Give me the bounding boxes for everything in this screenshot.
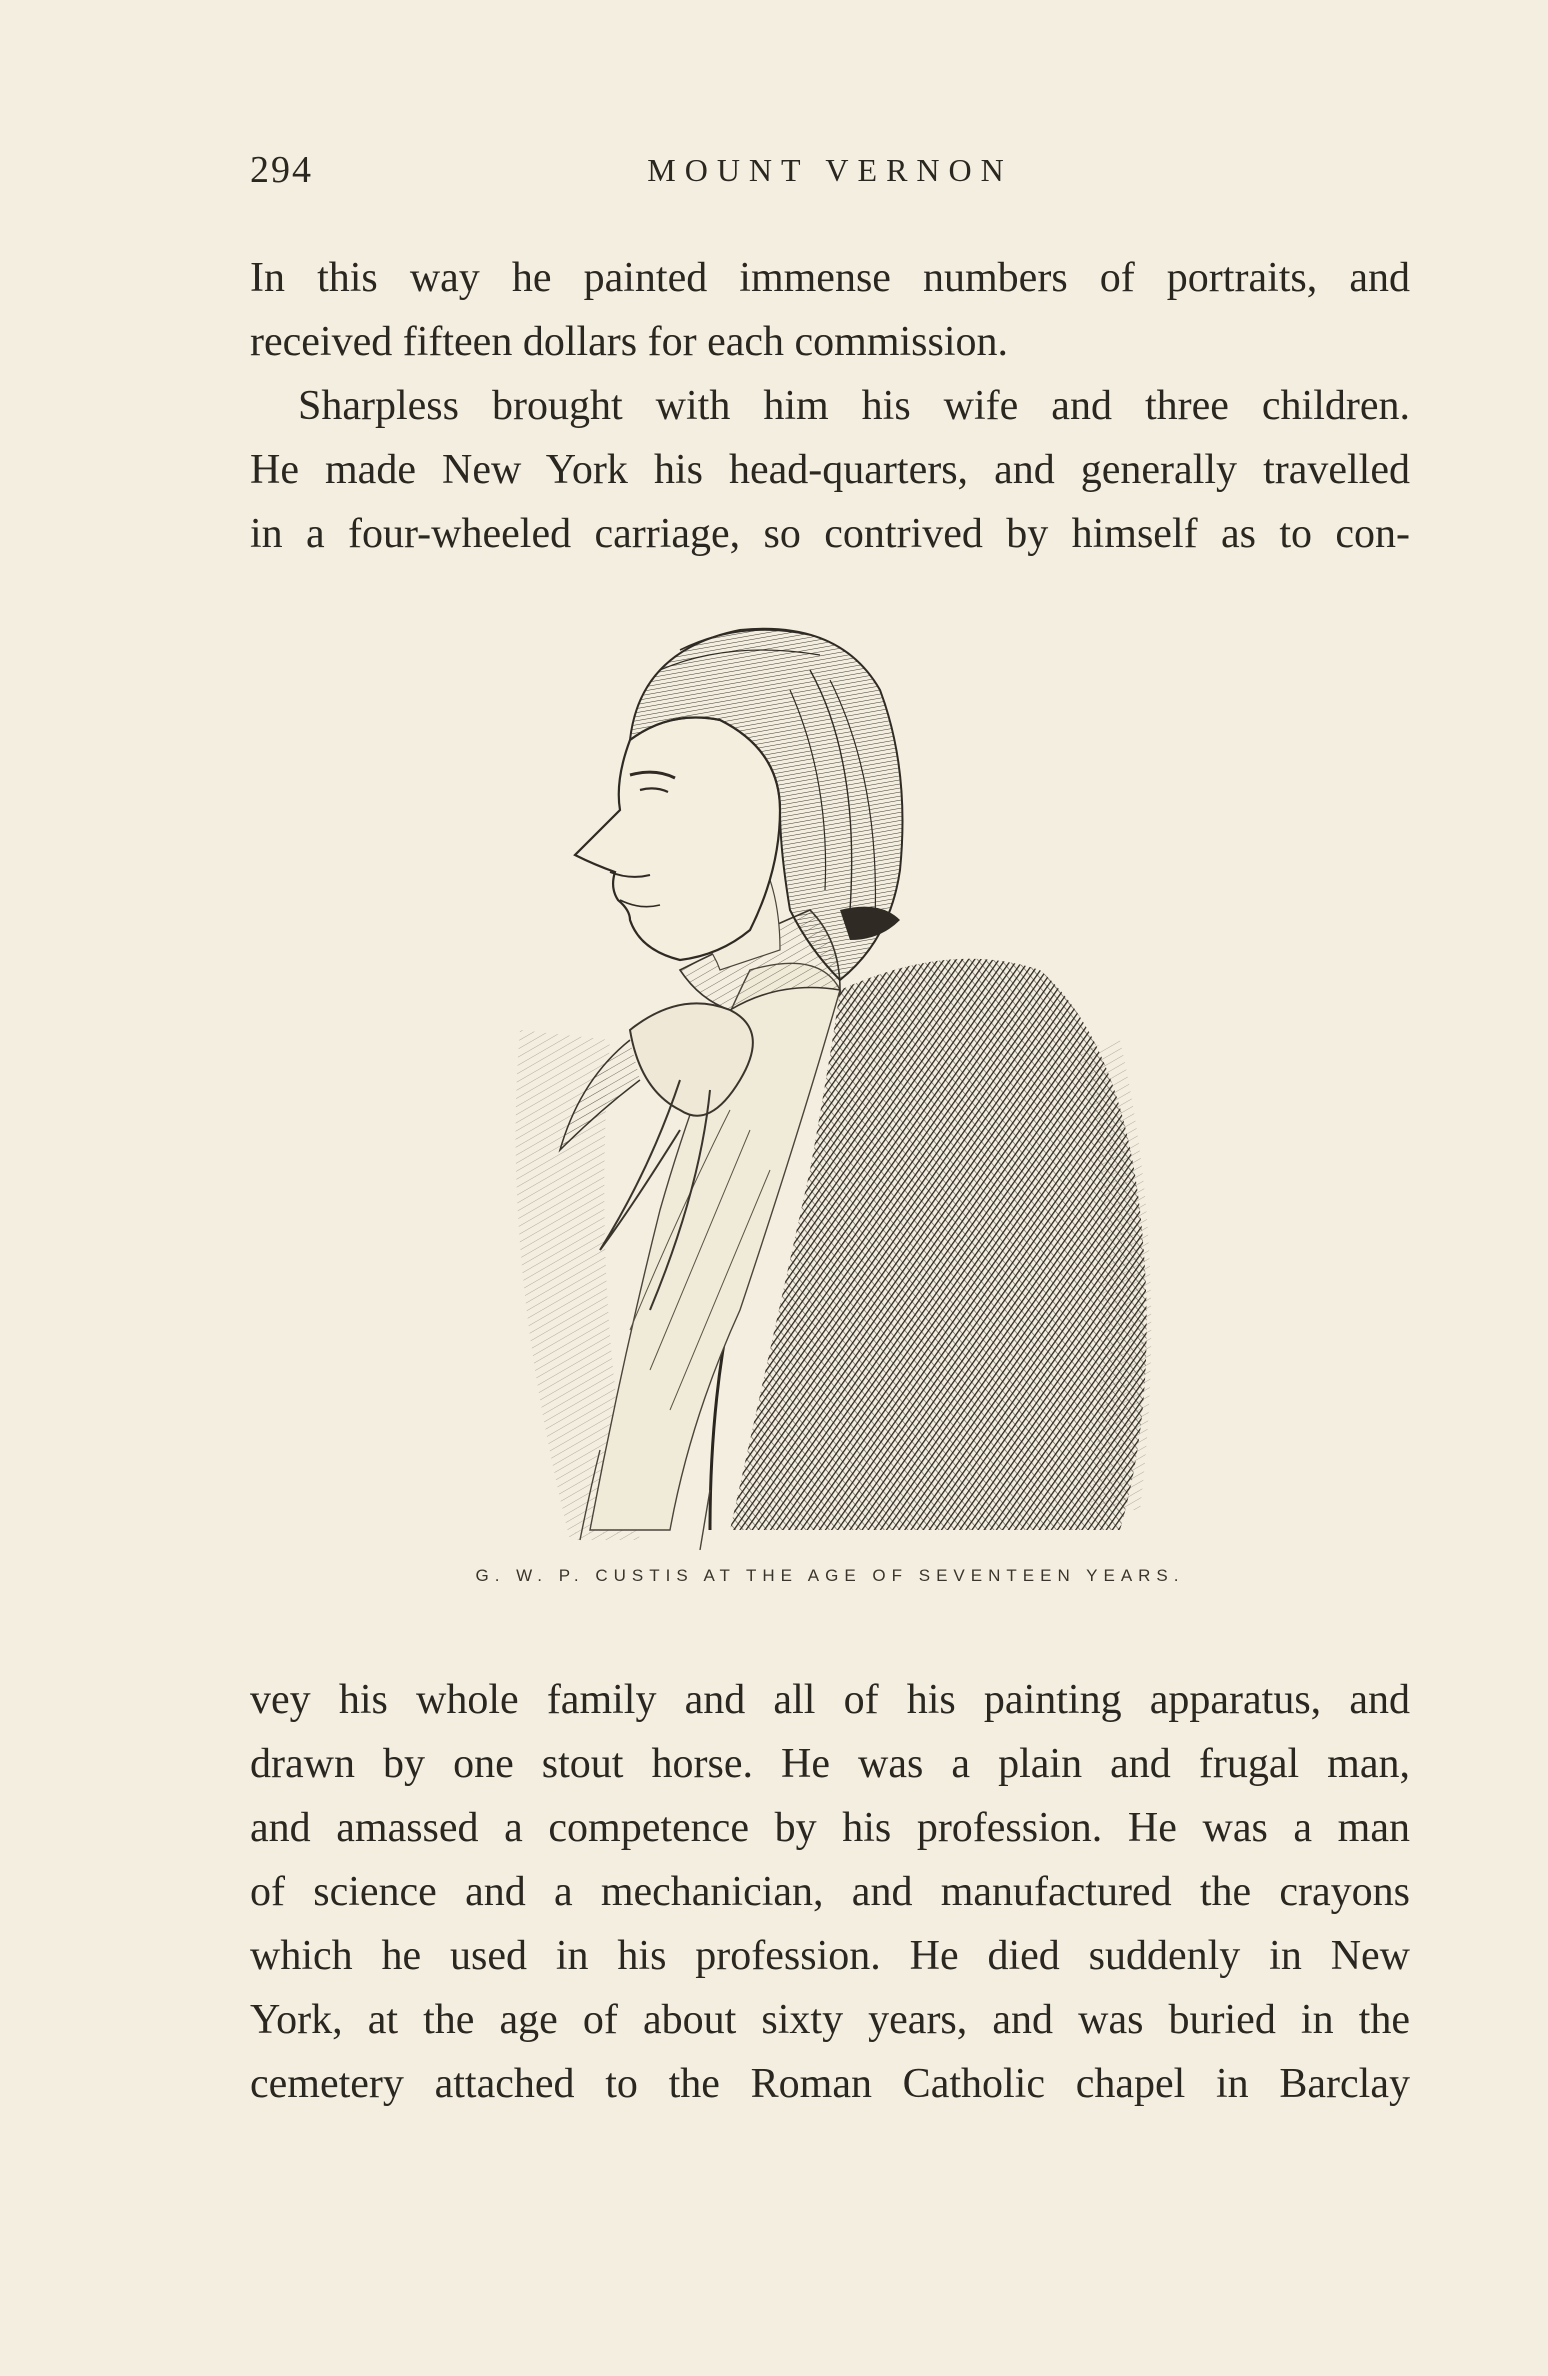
text-line: which he used in his profession. He died suddenly in New — [250, 1933, 1410, 1979]
text-line: In this way he painted immense numbers of portraits, and — [250, 255, 1410, 301]
text-line: drawn by one stout horse. He was a plain and frugal man, — [250, 1741, 1410, 1787]
bottom-text-block — [250, 1668, 1410, 2116]
running-head: MOUNT VERNON — [647, 152, 1013, 188]
text-line: York, at the age of about sixty years, and was buried in the — [250, 1997, 1410, 2043]
portrait-illustration — [480, 610, 1180, 1550]
text-line: He made New York his head-quarters, and generally travelled — [250, 447, 1410, 493]
text-line: and amassed a competence by his profession. He was a man — [250, 1805, 1410, 1851]
text-line: in a four-wheeled carriage, so contrived by himself as to con- — [250, 511, 1410, 557]
page-header — [250, 148, 1410, 208]
page-number: 294 — [250, 149, 313, 191]
hair-ribbon — [840, 907, 900, 940]
figure-caption: G. W. P. CUSTIS AT THE AGE OF SEVENTEEN YEARS. — [475, 1566, 1185, 1585]
text-line: Sharpless brought with him his wife and three children. — [298, 383, 1410, 429]
text-line: received fifteen dollars for each commission. — [250, 319, 1009, 365]
text-line: cemetery attached to the Roman Catholic chapel in Barclay — [250, 2061, 1410, 2107]
text-line: of science and a mechanician, and manufactured the crayons — [250, 1869, 1410, 1915]
top-text-block — [250, 246, 1410, 566]
portrait-engraving — [480, 610, 1180, 1550]
face-profile — [575, 718, 780, 961]
text-line: vey his whole family and all of his painting apparatus, and — [250, 1677, 1410, 1723]
